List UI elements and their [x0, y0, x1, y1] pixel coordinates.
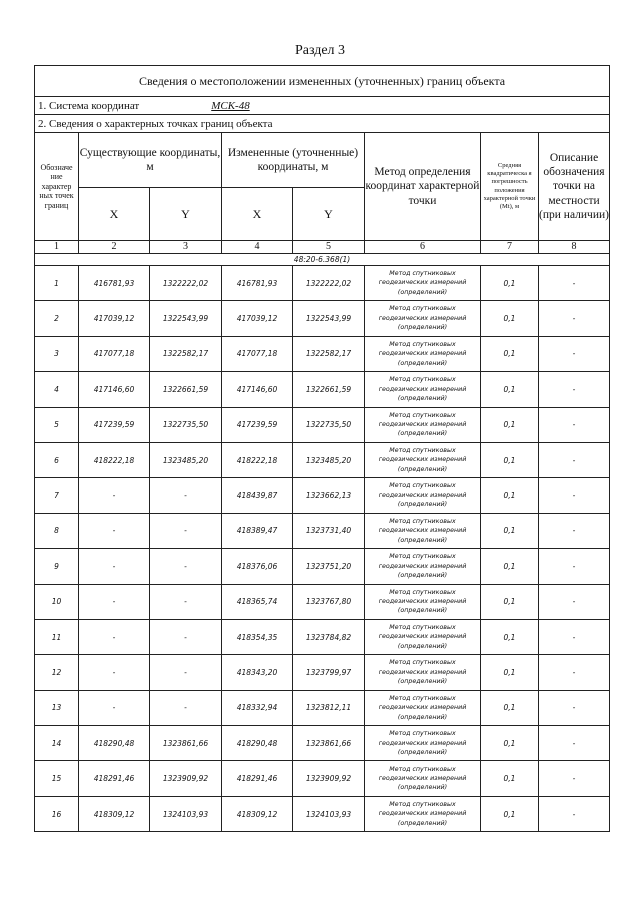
existing-y: - [150, 584, 222, 619]
points-heading: 2. Сведения о характерных точках границ объекта [35, 115, 610, 133]
description: - [539, 726, 610, 761]
changed-x: 418365,74 [222, 584, 293, 619]
table-row [35, 584, 610, 619]
existing-x: 417077,18 [79, 336, 150, 371]
method: Метод спутниковых геодезических измерений (определений) [365, 690, 481, 725]
point-number: 13 [35, 690, 79, 725]
changed-x: 417077,18 [222, 336, 293, 371]
error-value: 0,1 [481, 655, 539, 690]
existing-x: 417146,60 [79, 372, 150, 407]
column-number: 3 [150, 241, 222, 254]
method: Метод спутниковых геодезических измерений (определений) [365, 655, 481, 690]
existing-x: 418291,46 [79, 761, 150, 796]
method: Метод спутниковых геодезических измерений (определений) [365, 584, 481, 619]
table-row [35, 655, 610, 690]
error-value: 0,1 [481, 619, 539, 654]
changed-x: 417239,59 [222, 407, 293, 442]
description: - [539, 407, 610, 442]
table-row [35, 407, 610, 442]
point-number: 7 [35, 478, 79, 513]
existing-x: 418309,12 [79, 796, 150, 831]
table-row [35, 761, 610, 796]
changed-x: 418290,48 [222, 726, 293, 761]
method: Метод спутниковых геодезических измерений (определений) [365, 442, 481, 477]
section-title: Раздел 3 [294, 43, 346, 58]
description: - [539, 336, 610, 371]
changed-x: 417039,12 [222, 301, 293, 336]
header-existing-y: Y [150, 188, 222, 241]
table-row [35, 619, 610, 654]
method: Метод спутниковых геодезических измерений (определений) [365, 407, 481, 442]
error-value: 0,1 [481, 301, 539, 336]
changed-y: 1322735,50 [293, 407, 365, 442]
error-value: 0,1 [481, 266, 539, 301]
table-row [35, 796, 610, 831]
table-row [35, 549, 610, 584]
changed-y: 1323485,20 [293, 442, 365, 477]
boundary-points-table [34, 65, 610, 832]
description: - [539, 478, 610, 513]
changed-y: 1323799,97 [293, 655, 365, 690]
existing-y: 1322661,59 [150, 372, 222, 407]
header-error: Средняя квадратическа я погрешность положения характерной точки (Mt), м [481, 133, 539, 241]
existing-x: 418222,18 [79, 442, 150, 477]
changed-x: 418439,87 [222, 478, 293, 513]
header-description: Описание обозначения точки на местности (при наличии) [539, 133, 610, 241]
changed-y: 1323812,11 [293, 690, 365, 725]
header-changed-y: Y [293, 188, 365, 241]
existing-y: - [150, 690, 222, 725]
existing-x: - [79, 549, 150, 584]
method: Метод спутниковых геодезических измерений (определений) [365, 619, 481, 654]
changed-x: 416781,93 [222, 266, 293, 301]
coordinate-system-label: 1. Система координат [38, 99, 140, 112]
point-number: 8 [35, 513, 79, 548]
method: Метод спутниковых геодезических измерений (определений) [365, 266, 481, 301]
existing-y: 1323861,66 [150, 726, 222, 761]
changed-y: 1323751,20 [293, 549, 365, 584]
changed-y: 1323662,13 [293, 478, 365, 513]
point-number: 4 [35, 372, 79, 407]
existing-x: - [79, 513, 150, 548]
error-value: 0,1 [481, 726, 539, 761]
method: Метод спутниковых геодезических измерений (определений) [365, 336, 481, 371]
header-designation: Обозначе ние характер ных точек границ [35, 133, 79, 241]
table-row [35, 301, 610, 336]
existing-y: - [150, 655, 222, 690]
existing-x: - [79, 655, 150, 690]
description: - [539, 655, 610, 690]
existing-y: - [150, 549, 222, 584]
column-number: 4 [222, 241, 293, 254]
changed-x: 418376,06 [222, 549, 293, 584]
existing-x: - [79, 619, 150, 654]
parcel-row [35, 254, 610, 266]
error-value: 0,1 [481, 478, 539, 513]
description: - [539, 690, 610, 725]
changed-x: 418354,35 [222, 619, 293, 654]
error-value: 0,1 [481, 372, 539, 407]
description: - [539, 584, 610, 619]
existing-y: - [150, 478, 222, 513]
table-row [35, 442, 610, 477]
changed-x: 418389,47 [222, 513, 293, 548]
existing-y: 1323909,92 [150, 761, 222, 796]
description: - [539, 619, 610, 654]
method: Метод спутниковых геодезических измерений (определений) [365, 761, 481, 796]
method: Метод спутниковых геодезических измерений (определений) [365, 372, 481, 407]
existing-y: 1322222,02 [150, 266, 222, 301]
point-number: 12 [35, 655, 79, 690]
existing-x: 418290,48 [79, 726, 150, 761]
column-number: 8 [539, 241, 610, 254]
description: - [539, 796, 610, 831]
header-changed: Измененные (уточненные) координаты, м [222, 133, 365, 188]
point-number: 5 [35, 407, 79, 442]
point-number: 9 [35, 549, 79, 584]
error-value: 0,1 [481, 796, 539, 831]
header-changed-x: X [222, 188, 293, 241]
method: Метод спутниковых геодезических измерений (определений) [365, 549, 481, 584]
point-number: 11 [35, 619, 79, 654]
point-number: 1 [35, 266, 79, 301]
existing-x: - [79, 690, 150, 725]
table-row [35, 336, 610, 371]
table-row [35, 690, 610, 725]
changed-y: 1322661,59 [293, 372, 365, 407]
column-number: 7 [481, 241, 539, 254]
error-value: 0,1 [481, 761, 539, 796]
description: - [539, 549, 610, 584]
changed-y: 1322582,17 [293, 336, 365, 371]
error-value: 0,1 [481, 584, 539, 619]
changed-y: 1322222,02 [293, 266, 365, 301]
method: Метод спутниковых геодезических измерений (определений) [365, 796, 481, 831]
method: Метод спутниковых геодезических измерений (определений) [365, 513, 481, 548]
error-value: 0,1 [481, 442, 539, 477]
changed-y: 1323909,92 [293, 761, 365, 796]
error-value: 0,1 [481, 336, 539, 371]
description: - [539, 372, 610, 407]
table-row [35, 266, 610, 301]
point-number: 16 [35, 796, 79, 831]
changed-x: 418309,12 [222, 796, 293, 831]
column-numbers-row [35, 241, 610, 254]
existing-y: - [150, 513, 222, 548]
method: Метод спутниковых геодезических измерений (определений) [365, 478, 481, 513]
description: - [539, 513, 610, 548]
column-number: 5 [293, 241, 365, 254]
column-number: 1 [35, 241, 79, 254]
description: - [539, 266, 610, 301]
description: - [539, 761, 610, 796]
existing-y: 1324103,93 [150, 796, 222, 831]
existing-x: - [79, 478, 150, 513]
error-value: 0,1 [481, 407, 539, 442]
header-existing: Существующие координаты, м [79, 133, 222, 188]
point-number: 14 [35, 726, 79, 761]
table-row [35, 513, 610, 548]
description: - [539, 442, 610, 477]
changed-y: 1323861,66 [293, 726, 365, 761]
description: - [539, 301, 610, 336]
error-value: 0,1 [481, 690, 539, 725]
column-number: 6 [365, 241, 481, 254]
parcel-number: 48:20-6.368(1) [35, 254, 610, 266]
method: Метод спутниковых геодезических измерений (определений) [365, 726, 481, 761]
changed-x: 418222,18 [222, 442, 293, 477]
table-row [35, 726, 610, 761]
existing-y: 1322543,99 [150, 301, 222, 336]
error-value: 0,1 [481, 549, 539, 584]
changed-y: 1323784,82 [293, 619, 365, 654]
changed-x: 418343,20 [222, 655, 293, 690]
error-value: 0,1 [481, 513, 539, 548]
header-method: Метод определения координат характерной точки [365, 133, 481, 241]
method: Метод спутниковых геодезических измерений (определений) [365, 301, 481, 336]
coordinate-system-value: МСК-48 [211, 99, 250, 112]
existing-y: 1322735,50 [150, 407, 222, 442]
changed-x: 418291,46 [222, 761, 293, 796]
column-number: 2 [79, 241, 150, 254]
existing-y: 1323485,20 [150, 442, 222, 477]
table-row [35, 478, 610, 513]
changed-y: 1323767,80 [293, 584, 365, 619]
existing-x: 417239,59 [79, 407, 150, 442]
point-number: 10 [35, 584, 79, 619]
point-number: 2 [35, 301, 79, 336]
changed-y: 1324103,93 [293, 796, 365, 831]
table-row [35, 372, 610, 407]
point-number: 3 [35, 336, 79, 371]
existing-x: 416781,93 [79, 266, 150, 301]
existing-y: 1322582,17 [150, 336, 222, 371]
header-existing-x: X [79, 188, 150, 241]
coordinate-system-row [35, 97, 610, 115]
table-title: Сведения о местоположении измененных (уточненных) границ объекта [35, 66, 610, 97]
changed-y: 1323731,40 [293, 513, 365, 548]
point-number: 15 [35, 761, 79, 796]
existing-x: - [79, 584, 150, 619]
changed-x: 417146,60 [222, 372, 293, 407]
existing-y: - [150, 619, 222, 654]
changed-x: 418332,94 [222, 690, 293, 725]
changed-y: 1322543,99 [293, 301, 365, 336]
point-number: 6 [35, 442, 79, 477]
existing-x: 417039,12 [79, 301, 150, 336]
